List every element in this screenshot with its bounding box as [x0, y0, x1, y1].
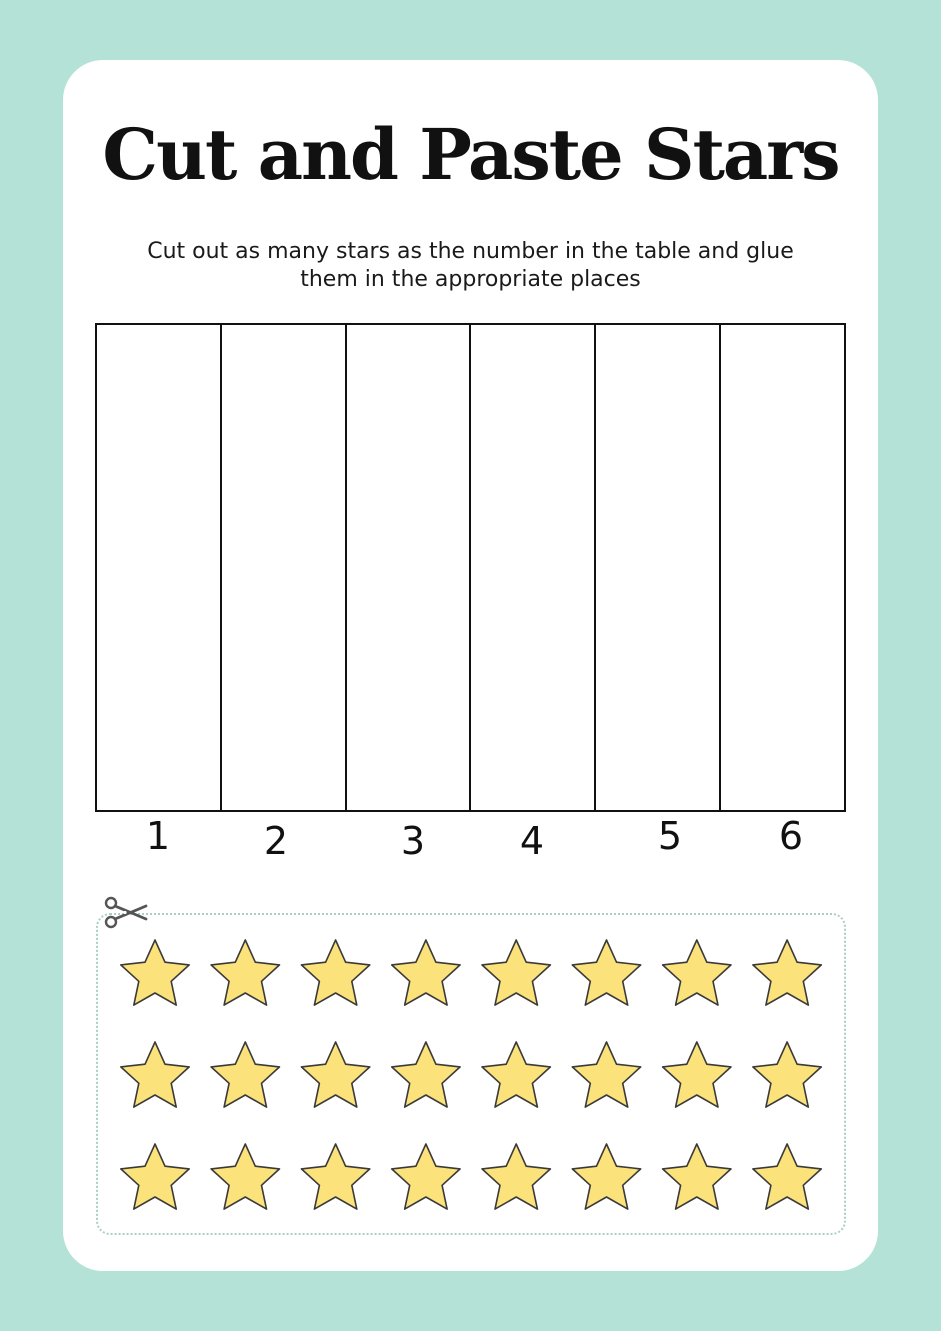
star-cutout-icon[interactable]	[121, 1042, 189, 1107]
star-cutout-icon[interactable]	[753, 1144, 821, 1209]
star-cutout-icon[interactable]	[482, 940, 550, 1005]
star-cutout-icon[interactable]	[211, 1144, 279, 1209]
star-cutout-icon[interactable]	[301, 1144, 369, 1209]
column-number-1: 1	[145, 814, 171, 858]
star-cutout-icon[interactable]	[482, 1042, 550, 1107]
column-number-5: 5	[657, 814, 683, 858]
worksheet-instructions: Cut out as many stars as the number in the table and glue them in the appropriate places	[147, 239, 794, 292]
star-cutout-icon[interactable]	[572, 1042, 640, 1107]
column-number-4: 4	[519, 819, 545, 863]
star-cutout-icon[interactable]	[392, 940, 460, 1005]
star-cutout-icon[interactable]	[301, 940, 369, 1005]
worksheet-title: Cut and Paste Stars	[102, 113, 839, 196]
star-cutout-icon[interactable]	[482, 1144, 550, 1209]
column-number-3: 3	[400, 819, 426, 863]
star-cutout-icon[interactable]	[663, 940, 731, 1005]
star-cutout-icon[interactable]	[572, 940, 640, 1005]
star-cutout-icon[interactable]	[663, 1144, 731, 1209]
star-cutout-icon[interactable]	[211, 940, 279, 1005]
star-cutout-icon[interactable]	[211, 1042, 279, 1107]
column-number-2: 2	[263, 819, 289, 863]
star-cutout-icon[interactable]	[301, 1042, 369, 1107]
star-cutout-icon[interactable]	[663, 1042, 731, 1107]
star-cutout-icon[interactable]	[392, 1042, 460, 1107]
star-cutout-icon[interactable]	[121, 1144, 189, 1209]
star-cutout-icon[interactable]	[121, 940, 189, 1005]
star-cutout-icon[interactable]	[392, 1144, 460, 1209]
column-number-6: 6	[778, 814, 804, 858]
star-cutout-icon[interactable]	[753, 1042, 821, 1107]
star-cutout-icon[interactable]	[753, 940, 821, 1005]
star-cutout-icon[interactable]	[572, 1144, 640, 1209]
